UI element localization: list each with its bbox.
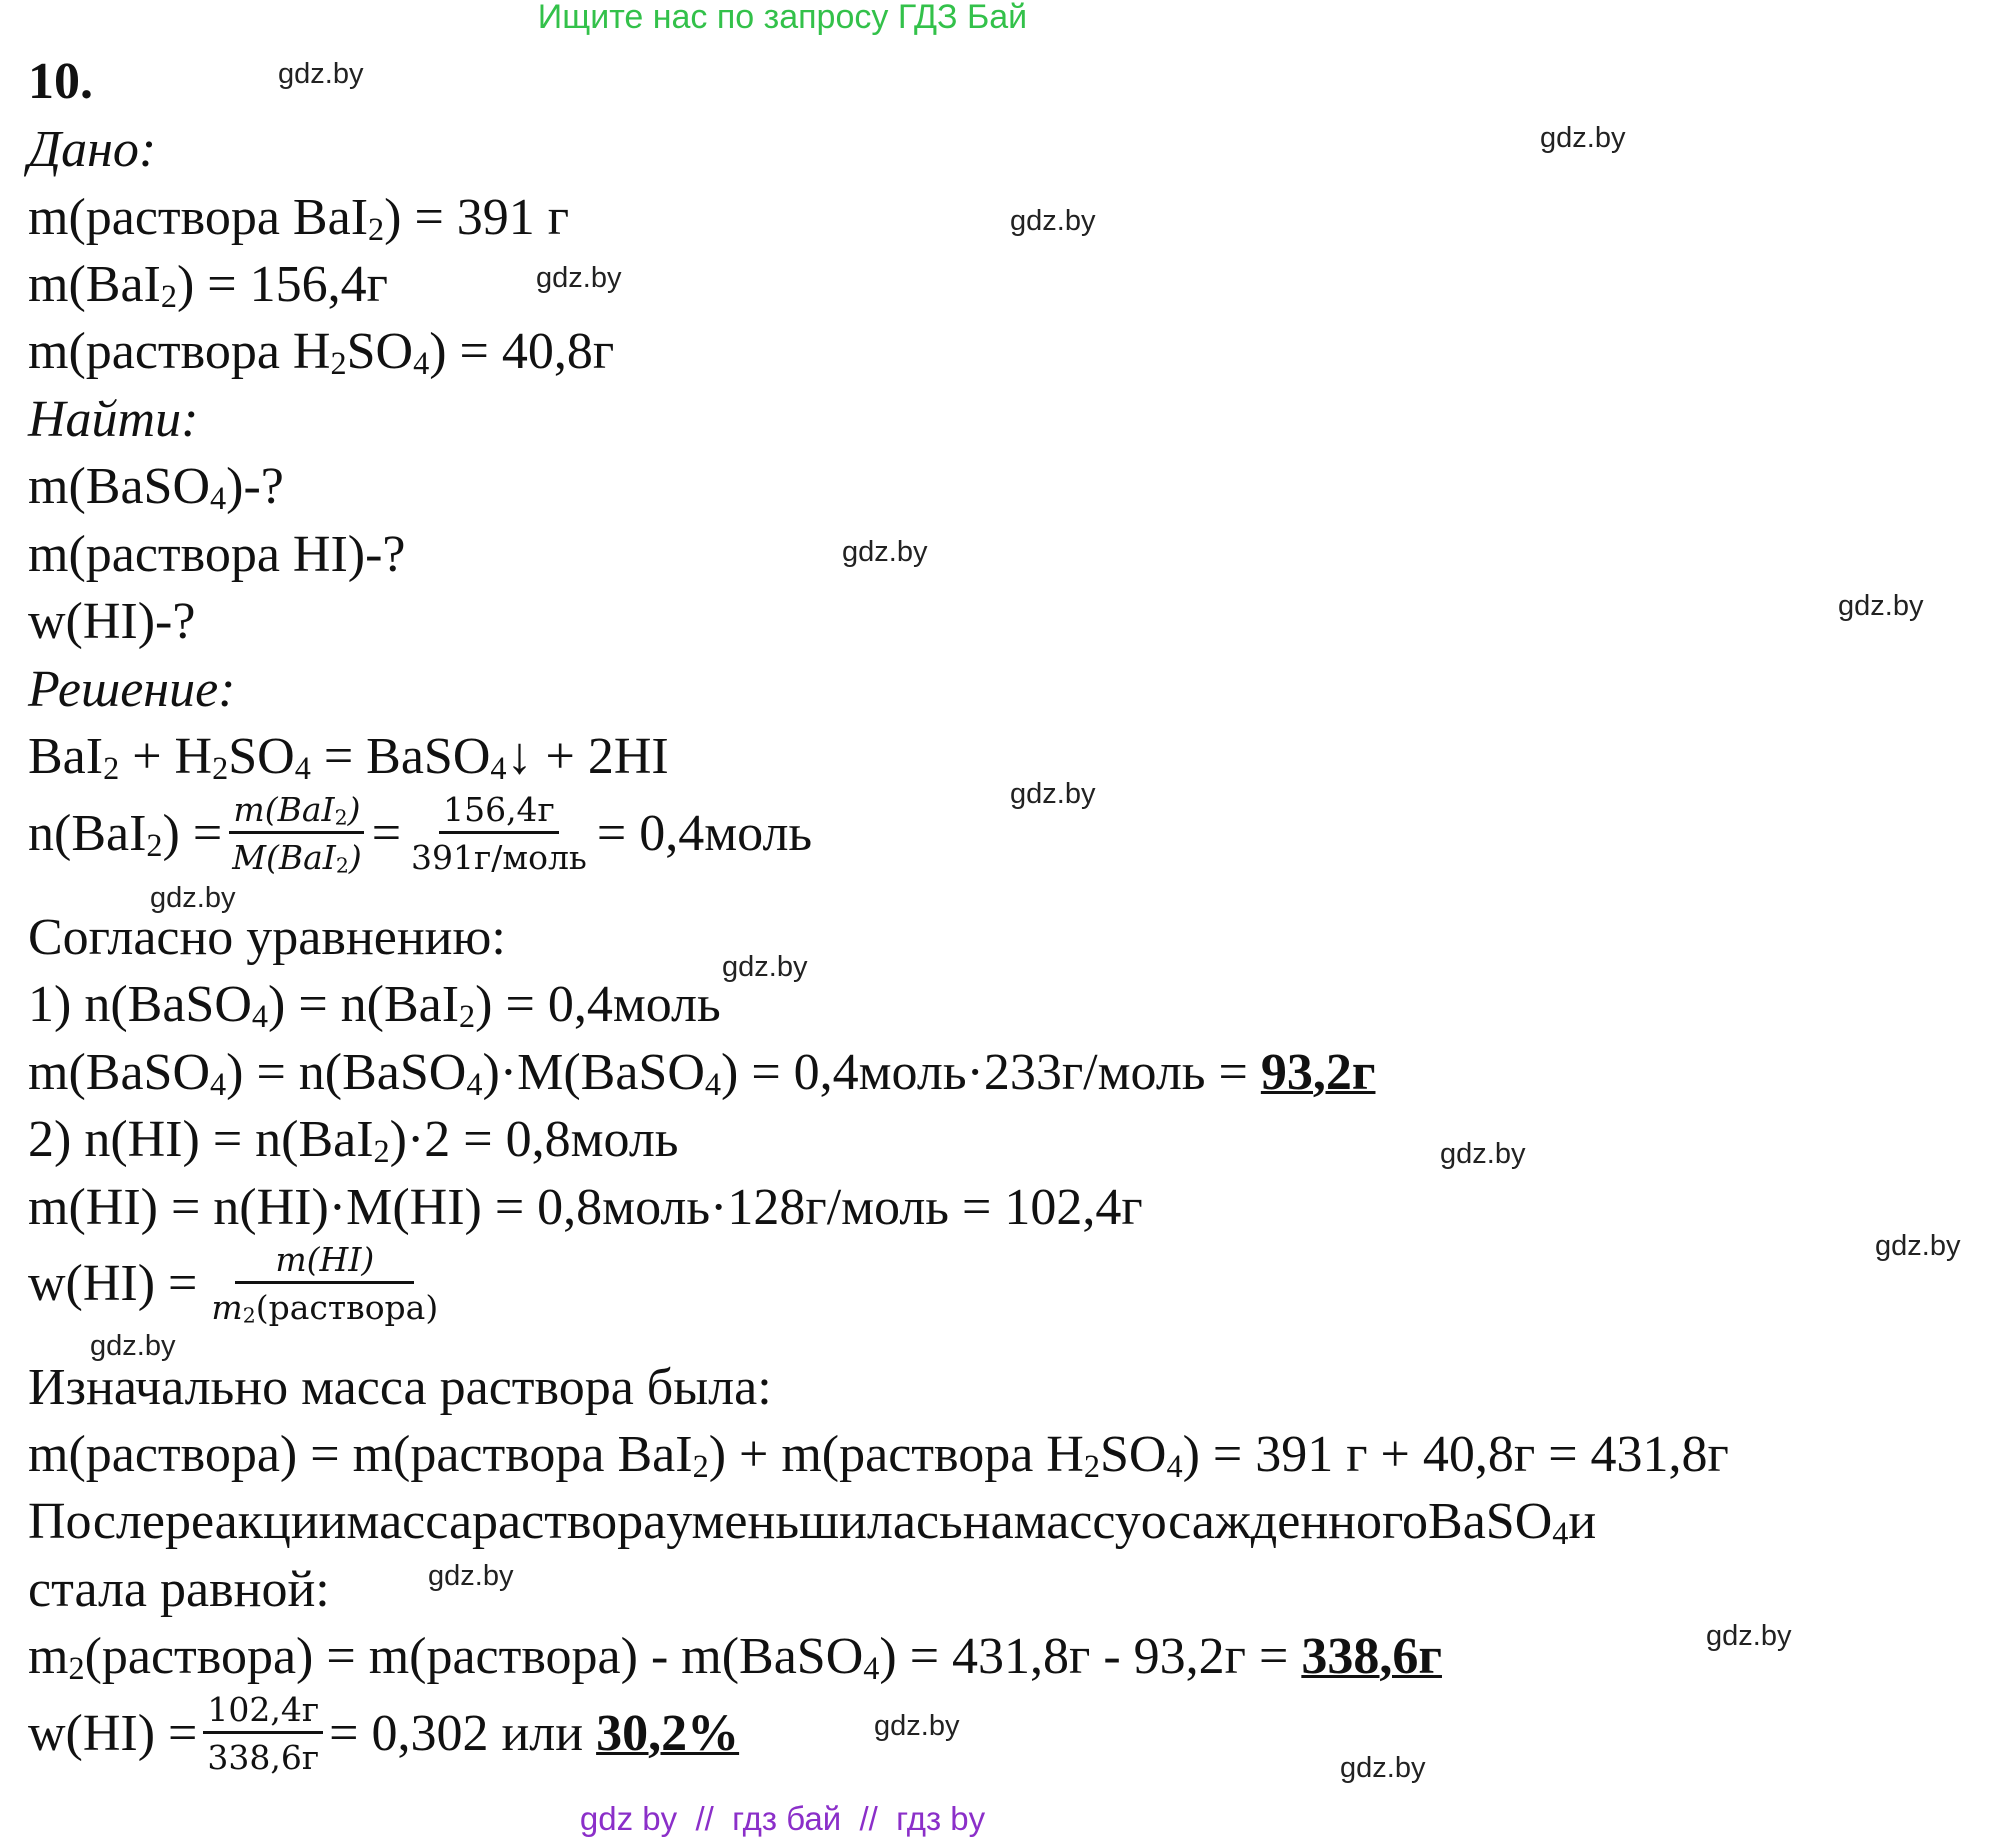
watermark: gdz.by	[90, 1330, 176, 1362]
after-reaction-text: После реакции масса раствора уменьшилась на массу осажденного BaSO$_4$ и	[28, 1493, 1597, 1551]
answer-baso4: 93,2г	[1260, 1044, 1376, 1101]
find-hi-fraction: w(HI)-?	[28, 593, 196, 650]
watermark: gdz.by	[278, 58, 364, 90]
answer-percent: 30,2%	[596, 1705, 740, 1762]
fraction: $\frac{m(BaI_2)}{M(BaI_2)}$	[228, 790, 366, 877]
watermark: gdz.by	[722, 951, 808, 983]
footer-links: gdz by // гдз бай // гдз by	[579, 1800, 986, 1837]
watermark: gdz.by	[1875, 1230, 1961, 1262]
hi-mass-line: m(HI) = n(HI)·M(HI) = 0,8моль·128г/моль = 102,4г	[28, 1179, 1143, 1236]
according-text: Согласно уравнению:	[28, 909, 506, 966]
watermark: gdz.by	[1010, 205, 1096, 237]
bai2-moles-formula: n(BaI$_2$) = $\frac{m(BaI_2)}{M(BaI_2)}$ = $\frac{156,4г}{\text{391г/моль}}$ = 0,4моль	[28, 790, 813, 878]
given-solution-bai2-mass: m(раствора BaI$_2$) = 391 г	[28, 189, 570, 247]
problem-number: 10.	[28, 53, 93, 110]
final-hi-fraction: w(HI) = $\frac{102,4г}{338,6г}$ = 0,302 или 30,2%	[28, 1690, 740, 1777]
step1-line: 1) n(BaSO$_4$) = n(BaI$_2$) = 0,4моль	[28, 976, 721, 1034]
answer-m2: 338,6г	[1301, 1628, 1442, 1685]
after-reaction-text-2: стала равной:	[28, 1561, 330, 1618]
fraction: $\frac{102,4г}{338,6г}$	[203, 1690, 323, 1777]
given-heading: Дано:	[28, 121, 157, 178]
watermark: gdz.by	[1440, 1138, 1526, 1170]
watermark: gdz.by	[1340, 1752, 1426, 1784]
find-hi-solution-mass: m(раствора HI)-?	[28, 526, 406, 583]
hi-fraction-formula: w(HI) = $\frac{m(HI)}{m_2(раствора)}$	[28, 1240, 448, 1327]
given-solution-h2so4-mass: m(раствора $H_2SO_4) = 40,8г$	[28, 323, 615, 381]
watermark: gdz.by	[150, 882, 236, 914]
watermark: gdz.by	[428, 1560, 514, 1592]
fraction: $\frac{156,4г}{\text{391г/моль}}$	[411, 790, 587, 877]
search-banner: Ищите нас по запросу ГДЗ Бай	[537, 0, 1028, 36]
find-baso4-mass: m(BaSO$_4$)-?	[28, 458, 284, 516]
solution-mass-line: m(раствора) = m(раствора BaI$_2$) + m(раствора $H_2SO_4) = 391$ г + 40,8г = 431,8г	[28, 1426, 1729, 1484]
watermark: gdz.by	[1540, 122, 1626, 154]
watermark: gdz.by	[874, 1710, 960, 1742]
given-bai2-mass: m(BaI$_2$) = 156,4г	[28, 256, 388, 314]
baso4-mass-line: m(BaSO$_4$) = n(BaSO$_4$)·M(BaSO$_4$) = 0,4моль·233г/моль = 93,2г	[28, 1044, 1376, 1102]
watermark: gdz.by	[1010, 778, 1096, 810]
watermark: gdz.by	[536, 262, 622, 294]
step2-line: 2) n(HI) = n(BaI$_2$)·2 = 0,8моль	[28, 1111, 679, 1169]
initial-mass-text: Изначально масса раствора была:	[28, 1359, 772, 1416]
fraction: $\frac{m(HI)}{m_2(раствора)}$	[211, 1240, 439, 1328]
m2-solution-line: $m_2(раствора)$ = m(раствора) - m(BaSO$_4$) = 431,8г - 93,2г = 338,6г	[28, 1628, 1442, 1686]
watermark: gdz.by	[1706, 1620, 1792, 1652]
watermark: gdz.by	[1838, 590, 1924, 622]
solution-heading: Решение:	[28, 661, 236, 718]
reaction-equation: $BaI_2 + H_2SO_4$ = BaSO$_4$↓ + 2HI	[28, 728, 669, 786]
find-heading: Найти:	[28, 391, 199, 448]
watermark: gdz.by	[842, 536, 928, 568]
